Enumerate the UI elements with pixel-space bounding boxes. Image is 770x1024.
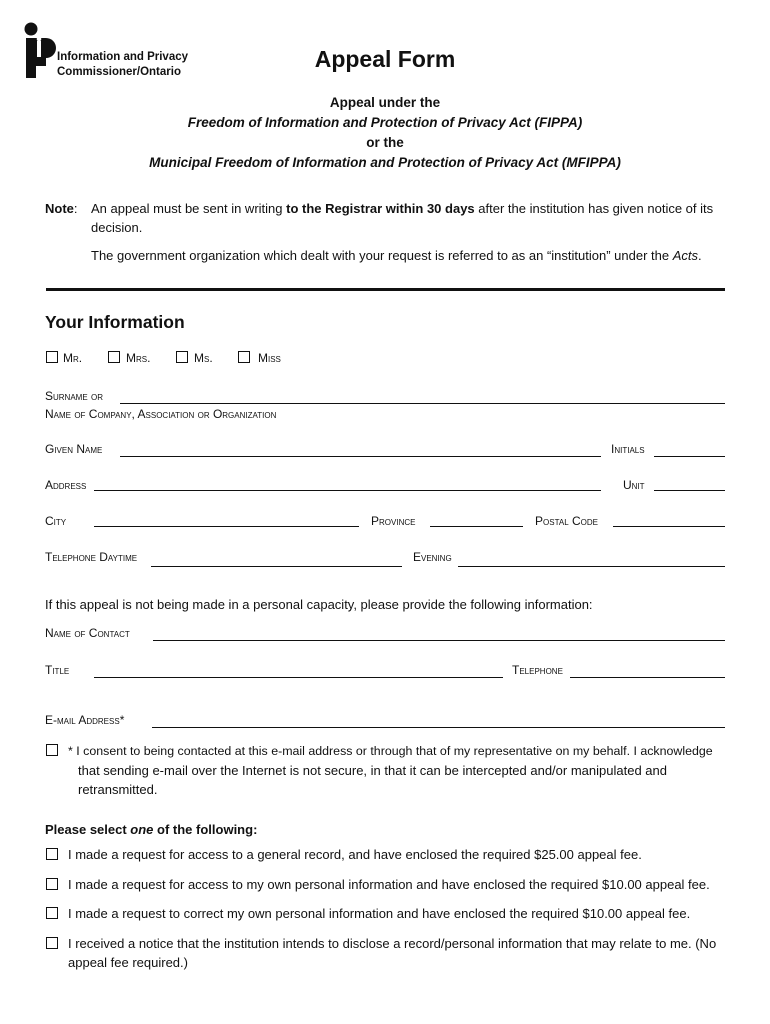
label-ms: Ms. <box>194 351 213 365</box>
given-name-field[interactable] <box>120 456 601 457</box>
note-paragraph-1: An appeal must be sent in writing to the Registrar within 30 days after the institution has given notice of its decision. <box>91 201 714 235</box>
checkbox-miss[interactable] <box>238 351 250 363</box>
label-address: Address <box>45 478 87 492</box>
unit-field[interactable] <box>654 490 725 491</box>
capacity-intro: If this appeal is not being made in a personal capacity, please provide the following information: <box>45 597 593 612</box>
initials-field[interactable] <box>654 456 725 457</box>
section-title: Your Information <box>45 312 185 332</box>
label-mrs: Mrs. <box>126 351 151 365</box>
checkbox-option-own-personal-info[interactable] <box>46 878 58 890</box>
title-field[interactable] <box>94 677 503 678</box>
label-title: Title <box>45 663 70 677</box>
subtitle-fippa: Freedom of Information and Protection of Privacy Act (FIPPA) <box>187 115 583 130</box>
email-address-field[interactable] <box>152 727 725 728</box>
surname-field[interactable] <box>120 403 725 404</box>
option-general-record: I made a request for access to a general record, and have enclosed the required $25.00 appeal fee. <box>68 847 642 862</box>
label-mr: Mr. <box>63 351 83 365</box>
option-correct-info: I made a request to correct my own personal information and have enclosed the required $10.00 appeal fee. <box>68 906 691 921</box>
label-name-of-contact: Name of Contact <box>45 626 130 640</box>
label-city: City <box>45 514 67 528</box>
note-paragraph-2: The government organization which dealt with your request is referred to as an “institution” under the Acts. <box>91 248 702 263</box>
consent-text: * I consent to being contacted at this e-mail address or through that of my representative on my behalf. I acknowledge that sending e-mail over the Internet is not secure, in that it can be intercepted and/or manipulated and retransmitted. <box>68 744 713 797</box>
option-own-personal-info: I made a request for access to my own personal information and have enclosed the required $10.00 appeal fee. <box>68 877 710 892</box>
city-field[interactable] <box>94 526 359 527</box>
checkbox-option-general-record[interactable] <box>46 848 58 860</box>
checkbox-mrs[interactable] <box>108 351 120 363</box>
checkbox-mr[interactable] <box>46 351 58 363</box>
label-unit: Unit <box>623 478 645 492</box>
label-email-address: E-mail Address* <box>45 713 125 727</box>
checkbox-option-correct-info[interactable] <box>46 907 58 919</box>
address-field[interactable] <box>94 490 601 491</box>
subtitle-appeal-under: Appeal under the <box>329 95 441 110</box>
select-heading: Please select one of the following: <box>45 822 258 837</box>
label-telephone: Telephone <box>512 663 563 677</box>
page-title: Appeal Form <box>314 46 456 72</box>
checkbox-ms[interactable] <box>176 351 188 363</box>
label-surname: Surname or <box>45 389 104 403</box>
name-of-contact-field[interactable] <box>153 640 725 641</box>
option-notice-disclose: I received a notice that the institution intends to disclose a record/personal information that may relate to me. (No appeal fee required.) <box>68 936 717 970</box>
evening-field[interactable] <box>458 566 725 567</box>
postal-code-field[interactable] <box>613 526 725 527</box>
label-province: Province <box>371 514 416 528</box>
label-initials: Initials <box>611 442 645 456</box>
checkbox-email-consent[interactable] <box>46 744 58 756</box>
checkbox-option-notice-disclose[interactable] <box>46 937 58 949</box>
subtitle-or: or the <box>366 135 404 150</box>
label-miss: Miss <box>258 351 281 365</box>
subtitle-mfippa: Municipal Freedom of Information and Protection of Privacy Act (MFIPPA) <box>149 155 621 170</box>
label-given-name: Given Name <box>45 442 103 456</box>
label-postal-code: Postal Code <box>535 514 598 528</box>
province-field[interactable] <box>430 526 523 527</box>
organization-name: Information and Privacy Commissioner/Ontario <box>57 51 189 78</box>
label-evening: Evening <box>413 550 452 564</box>
section-divider <box>46 288 725 291</box>
label-telephone-daytime: Telephone Daytime <box>45 550 138 564</box>
note-label: Note: <box>45 201 78 216</box>
telephone-field[interactable] <box>570 677 725 678</box>
label-company: Name of Company, Association or Organization <box>45 407 277 421</box>
telephone-daytime-field[interactable] <box>151 566 402 567</box>
